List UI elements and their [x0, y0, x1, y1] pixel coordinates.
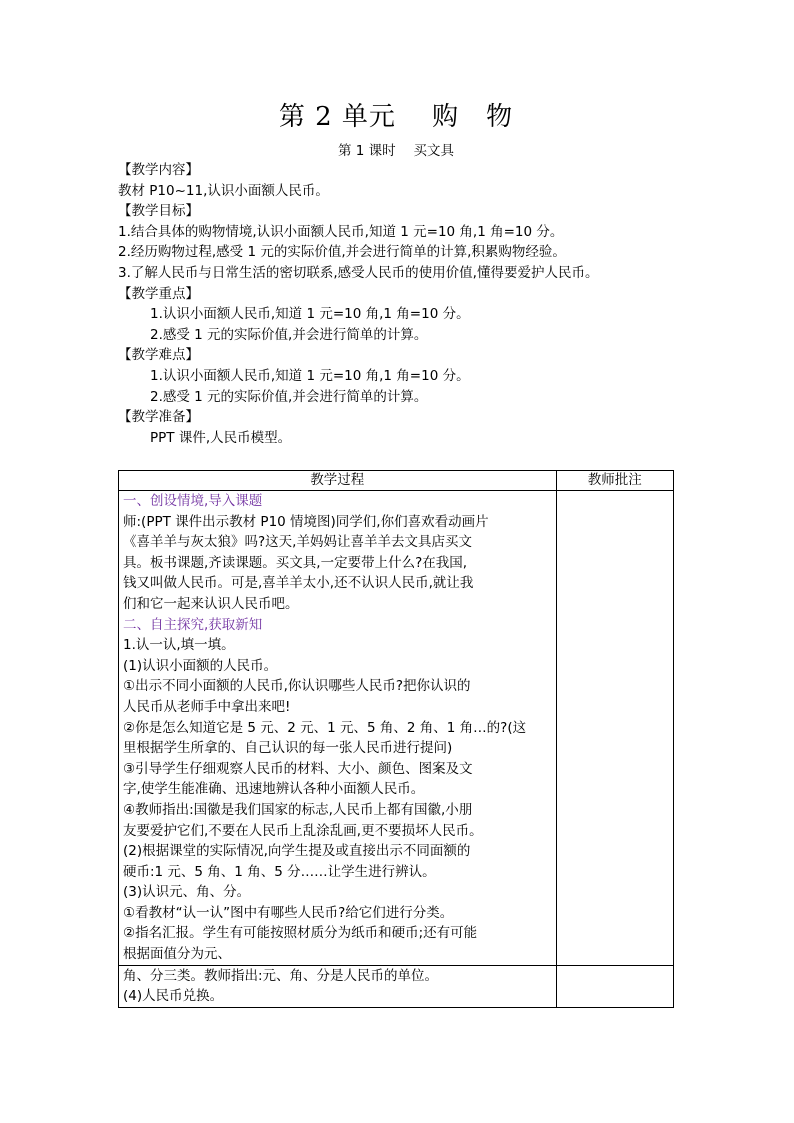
process-line: 字,使学生能准确、迅速地辨认各种小面额人民币。: [123, 781, 425, 798]
process-cell: [119, 491, 557, 966]
content-heading: 【教学内容】: [118, 162, 199, 178]
goals-heading: 【教学目标】: [118, 203, 199, 220]
difficult-point: 1.认识小面额人民币,知道 1 元=10 角,1 角=10 分。: [150, 367, 470, 384]
difficult-point: 2.感受 1 元的实际价值,并会进行简单的计算。: [150, 388, 428, 405]
key-point: 2.感受 1 元的实际价值,并会进行简单的计算。: [150, 326, 428, 343]
process-line: 1.认一认,填一填。: [123, 637, 235, 654]
goal-item: 2.经历购物过程,感受 1 元的实际价值,并会进行简单的计算,积累购物经验。: [118, 244, 566, 261]
teaching-process-table: [118, 470, 674, 1008]
process-line: 友要爱护它们,不要在人民币上乱涂乱画,更不要损坏人民币。: [123, 822, 483, 839]
process-line: 角、分三类。教师指出:元、角、分是人民币的单位。: [123, 967, 439, 984]
process-line: (1)认识小面额的人民币。: [123, 657, 278, 674]
notes-cell: [556, 965, 673, 1007]
process-line: 具。板书课题,齐读课题。买文具,一定要带上什么?在我国,: [123, 554, 468, 571]
goal-item: 3.了解人民币与日常生活的密切联系,感受人民币的使用价值,懂得要爱护人民币。: [118, 264, 599, 281]
process-line: 根据面值分为元、: [123, 946, 231, 963]
key-point: 1.认识小面额人民币,知道 1 元=10 角,1 角=10 分。: [150, 306, 470, 323]
process-line: 《喜羊羊与灰太狼》吗?这天,羊妈妈让喜羊羊去文具店买文: [123, 534, 472, 551]
header-process: 教学过程: [119, 471, 557, 491]
process-line: 硬币:1 元、5 角、1 角、5 分……让学生进行辨认。: [123, 863, 436, 880]
prep-text: PPT 课件,人民币模型。: [150, 429, 292, 446]
key-heading: 【教学重点】: [118, 285, 199, 302]
lesson-subtitle: 第 1 课时 买文具: [338, 143, 454, 159]
process-line: 钱又叫做人民币。可是,喜羊羊太小,还不认识人民币,就让我: [123, 575, 474, 592]
process-line: (2)根据课堂的实际情况,向学生提及或直接出示不同面额的: [123, 843, 471, 860]
process-line: 人民币从老师手中拿出来吧!: [123, 698, 291, 715]
unit-title: 第 2 单元 购 物: [278, 102, 514, 132]
process-line: 师:(PPT 课件出示教材 P10 情境图)同学们,你们喜欢看动画片: [123, 513, 489, 530]
process-line: ③引导学生仔细观察人民币的材料、大小、颜色、图案及文: [123, 760, 473, 777]
process-line: 里根据学生所拿的、自己认识的每一张人民币进行提问): [123, 740, 453, 757]
process-line: ②指名汇报。学生有可能按照材质分为纸币和硬币;还有可能: [123, 925, 478, 942]
content-text: 教材 P10~11,认识小面额人民币。: [118, 182, 329, 199]
process-line: (3)认识元、角、分。: [123, 884, 251, 901]
process-line: (4)人民币兑换。: [123, 988, 224, 1005]
lesson-sections: [118, 160, 674, 448]
difficult-heading: 【教学难点】: [118, 347, 199, 364]
process-line: ①看教材“认一认”图中有哪些人民币?给它们进行分类。: [123, 904, 454, 921]
process-line: ④教师指出:国徽是我们国家的标志,人民币上都有国徽,小朋: [123, 801, 473, 818]
section-heading: 二、自主探究,获取新知: [123, 616, 263, 633]
notes-cell: [556, 491, 673, 966]
header-notes: 教师批注: [556, 471, 673, 491]
prep-heading: 【教学准备】: [118, 409, 199, 426]
process-line: ①出示不同小面额的人民币,你认识哪些人民币?把你认识的: [123, 678, 471, 695]
process-line: ②你是怎么知道它是 5 元、2 元、1 元、5 角、2 角、1 角…的?(这: [123, 719, 527, 736]
section-heading: 一、创设情境,导入课题: [123, 493, 263, 509]
goal-item: 1.结合具体的购物情境,认识小面额人民币,知道 1 元=10 角,1 角=10 分。: [118, 223, 564, 240]
process-cell: [119, 965, 557, 1007]
process-line: 们和它一起来认识人民币吧。: [123, 595, 299, 612]
